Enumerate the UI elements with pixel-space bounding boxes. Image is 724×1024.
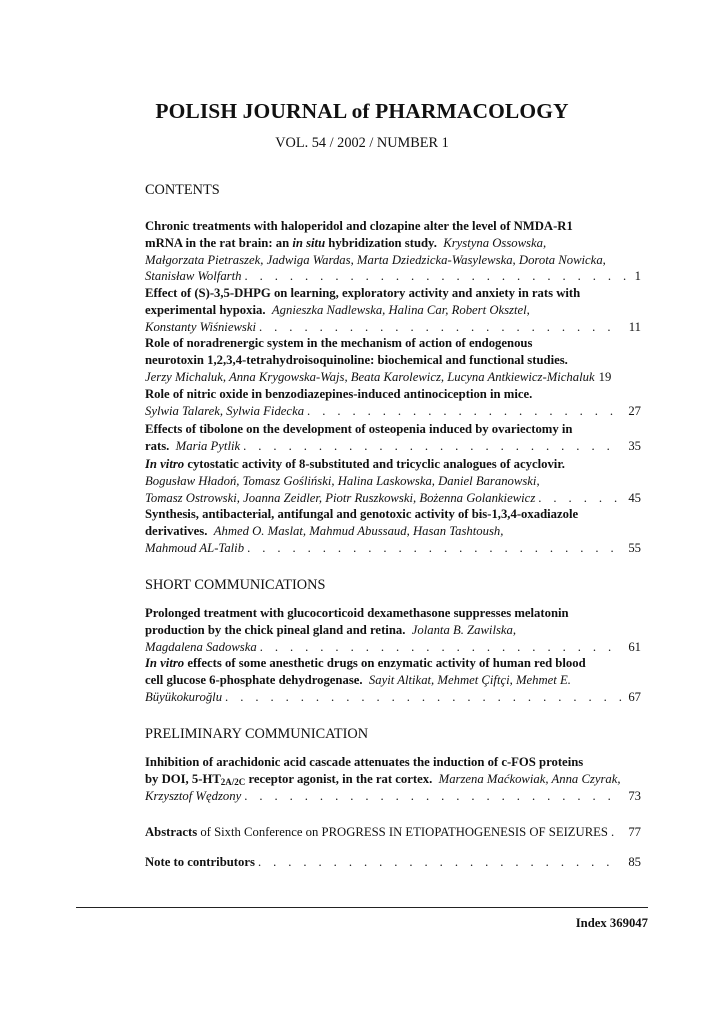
entry-title: neurotoxin 1,2,3,4-tetrahydroisoquinoline: biochemical and functional studies.	[145, 352, 568, 367]
leader-dots	[255, 854, 622, 871]
entry-authors: Małgorzata Pietraszek, Jadwiga Wardas, Marta Dziedzicka-Wasylewska, Dorota Nowicka,	[145, 252, 606, 267]
entry-title: cytostatic activity of 8-substituted and tricyclic analogues of acyclovir.	[184, 457, 565, 471]
toc-entry[interactable]	[145, 285, 641, 335]
contents-heading: CONTENTS	[145, 182, 220, 198]
entry-authors: Konstanty Wiśniewski	[145, 319, 257, 334]
page-number: 27	[628, 403, 641, 418]
entry-title: derivatives.	[145, 523, 208, 538]
entry-title: cell glucose 6-phosphate dehydrogenase.	[145, 672, 363, 687]
toc-entry-note[interactable]	[145, 854, 641, 871]
entry-title: receptor agonist, in the rat cortex.	[245, 771, 433, 786]
entry-title: Inhibition of arachidonic acid cascade attenuates the induction of c-FOS proteins	[145, 755, 584, 769]
leader-dots	[535, 490, 622, 507]
leader-dots	[256, 319, 623, 336]
short-communications-heading: SHORT COMMUNICATIONS	[145, 577, 326, 593]
leader-dots	[241, 268, 628, 285]
page-number: 67	[628, 689, 641, 704]
entry-title: Role of noradrenergic system in the mechanism of action of endogenous	[145, 336, 533, 350]
entry-title: mRNA in the rat brain: an	[145, 235, 293, 250]
abstracts-label: Abstracts	[145, 825, 198, 839]
entry-authors: Krystyna Ossowska,	[443, 235, 547, 250]
entry-authors: Mahmoud AL-Talib	[145, 540, 245, 555]
entry-title-subscript: 2A/2C	[220, 776, 246, 787]
toc-entry[interactable]	[145, 335, 641, 385]
journal-title: POLISH JOURNAL of PHARMACOLOGY	[155, 99, 569, 123]
entry-authors: Ahmed O. Maslat, Mahmud Abussaud, Hasan Tashtoush,	[213, 523, 504, 538]
entry-authors: Sylwia Talarek, Sylwia Fidecka	[145, 403, 305, 418]
page-number: 61	[628, 639, 641, 654]
leader-dots	[222, 689, 622, 706]
entry-authors: Jolanta B. Zawilska,	[411, 622, 517, 637]
entry-title: hybridization study.	[325, 235, 437, 250]
entry-authors: Jerzy Michaluk, Anna Krygowska-Wajs, Beata Karolewicz, Lucyna Antkiewicz-Michaluk	[145, 369, 595, 384]
toc-entry[interactable]	[145, 754, 641, 804]
abstracts-text: of Sixth Conference on PROGRESS IN ETIOPATHOGENESIS OF SEIZURES	[197, 825, 608, 839]
entry-title: Synthesis, antibacterial, antifungal and genotoxic activity of bis-1,3,4-oxadiazole	[145, 507, 579, 521]
leader-dots	[304, 403, 622, 420]
entry-authors: Büyükokuroğlu	[145, 689, 223, 704]
entry-title: production by the chick pineal gland and retina.	[145, 622, 406, 637]
entry-title: by DOI, 5-HT	[145, 771, 221, 786]
entry-title: rats.	[145, 438, 170, 453]
entry-authors: Marzena Maćkowiak, Anna Czyrak,	[438, 771, 621, 786]
page-number: 35	[628, 438, 641, 453]
toc-entry[interactable]	[145, 506, 641, 556]
entry-title: Effect of (S)-3,5-DHPG on learning, exploratory activity and anxiety in rats with	[145, 286, 581, 300]
entry-title: Prolonged treatment with glucocorticoid dexamethasone suppresses melatonin	[145, 606, 569, 620]
page-number: 45	[628, 490, 641, 505]
entry-authors: Maria Pytlik	[175, 438, 241, 453]
entry-title: experimental hypoxia.	[145, 302, 266, 317]
page-number: 1	[634, 269, 641, 284]
toc-entry[interactable]	[145, 386, 641, 420]
entry-authors: Stanisław Wolfarth	[145, 269, 242, 284]
toc-entry[interactable]	[145, 605, 641, 655]
toc-entry[interactable]	[145, 421, 641, 455]
leader-dots	[244, 540, 622, 557]
entry-title: In vitro	[145, 656, 185, 670]
footer-rule	[76, 907, 648, 908]
leader-dots	[608, 824, 622, 841]
toc-entry-abstracts[interactable]	[145, 824, 641, 841]
entry-authors: Krzysztof Wędzony	[145, 788, 242, 803]
note-label: Note to contributors	[145, 855, 255, 869]
entry-authors: Magdalena Sadowska	[145, 639, 257, 654]
leader-dots	[240, 438, 622, 455]
entry-authors: Sayit Altikat, Mehmet Çiftçi, Mehmet E.	[368, 672, 571, 687]
entry-title: in situ	[292, 235, 326, 250]
page-number: 73	[628, 788, 641, 803]
entry-title: Role of nitric oxide in benzodiazepines-induced antinociception in mice.	[145, 387, 533, 401]
entry-authors: Bogusław Hładoń, Tomasz Gośliński, Halina Laskowska, Daniel Baranowski,	[145, 473, 540, 488]
page-number: 55	[628, 540, 641, 555]
page-number: 85	[628, 855, 641, 869]
entry-title: Chronic treatments with haloperidol and clozapine alter the level of NMDA-R1	[145, 219, 573, 233]
entry-title: In vitro	[145, 457, 185, 471]
toc-entry[interactable]	[145, 218, 641, 285]
page-number: 11	[628, 319, 641, 334]
index-number: Index 369047	[575, 916, 648, 930]
entry-title: Effects of tibolone on the development of osteopenia induced by ovariectomy in	[145, 422, 573, 436]
leader-dots	[257, 639, 623, 656]
journal-volume: VOL. 54 / 2002 / NUMBER 1	[275, 135, 449, 151]
page-number: 19	[598, 369, 612, 384]
leader-dots	[241, 788, 622, 805]
entry-authors: Agnieszka Nadlewska, Halina Car, Robert Oksztel,	[271, 302, 530, 317]
entry-authors: Tomasz Ostrowski, Joanna Zeidler, Piotr Ruszkowski, Bożenna Golankiewicz	[145, 490, 536, 505]
toc-entry[interactable]	[145, 655, 641, 705]
entry-title: effects of some anesthetic drugs on enzymatic activity of human red blood	[184, 656, 586, 670]
toc-entry[interactable]	[145, 456, 641, 506]
page-number: 77	[628, 825, 641, 839]
preliminary-communication-heading: PRELIMINARY COMMUNICATION	[145, 726, 369, 742]
